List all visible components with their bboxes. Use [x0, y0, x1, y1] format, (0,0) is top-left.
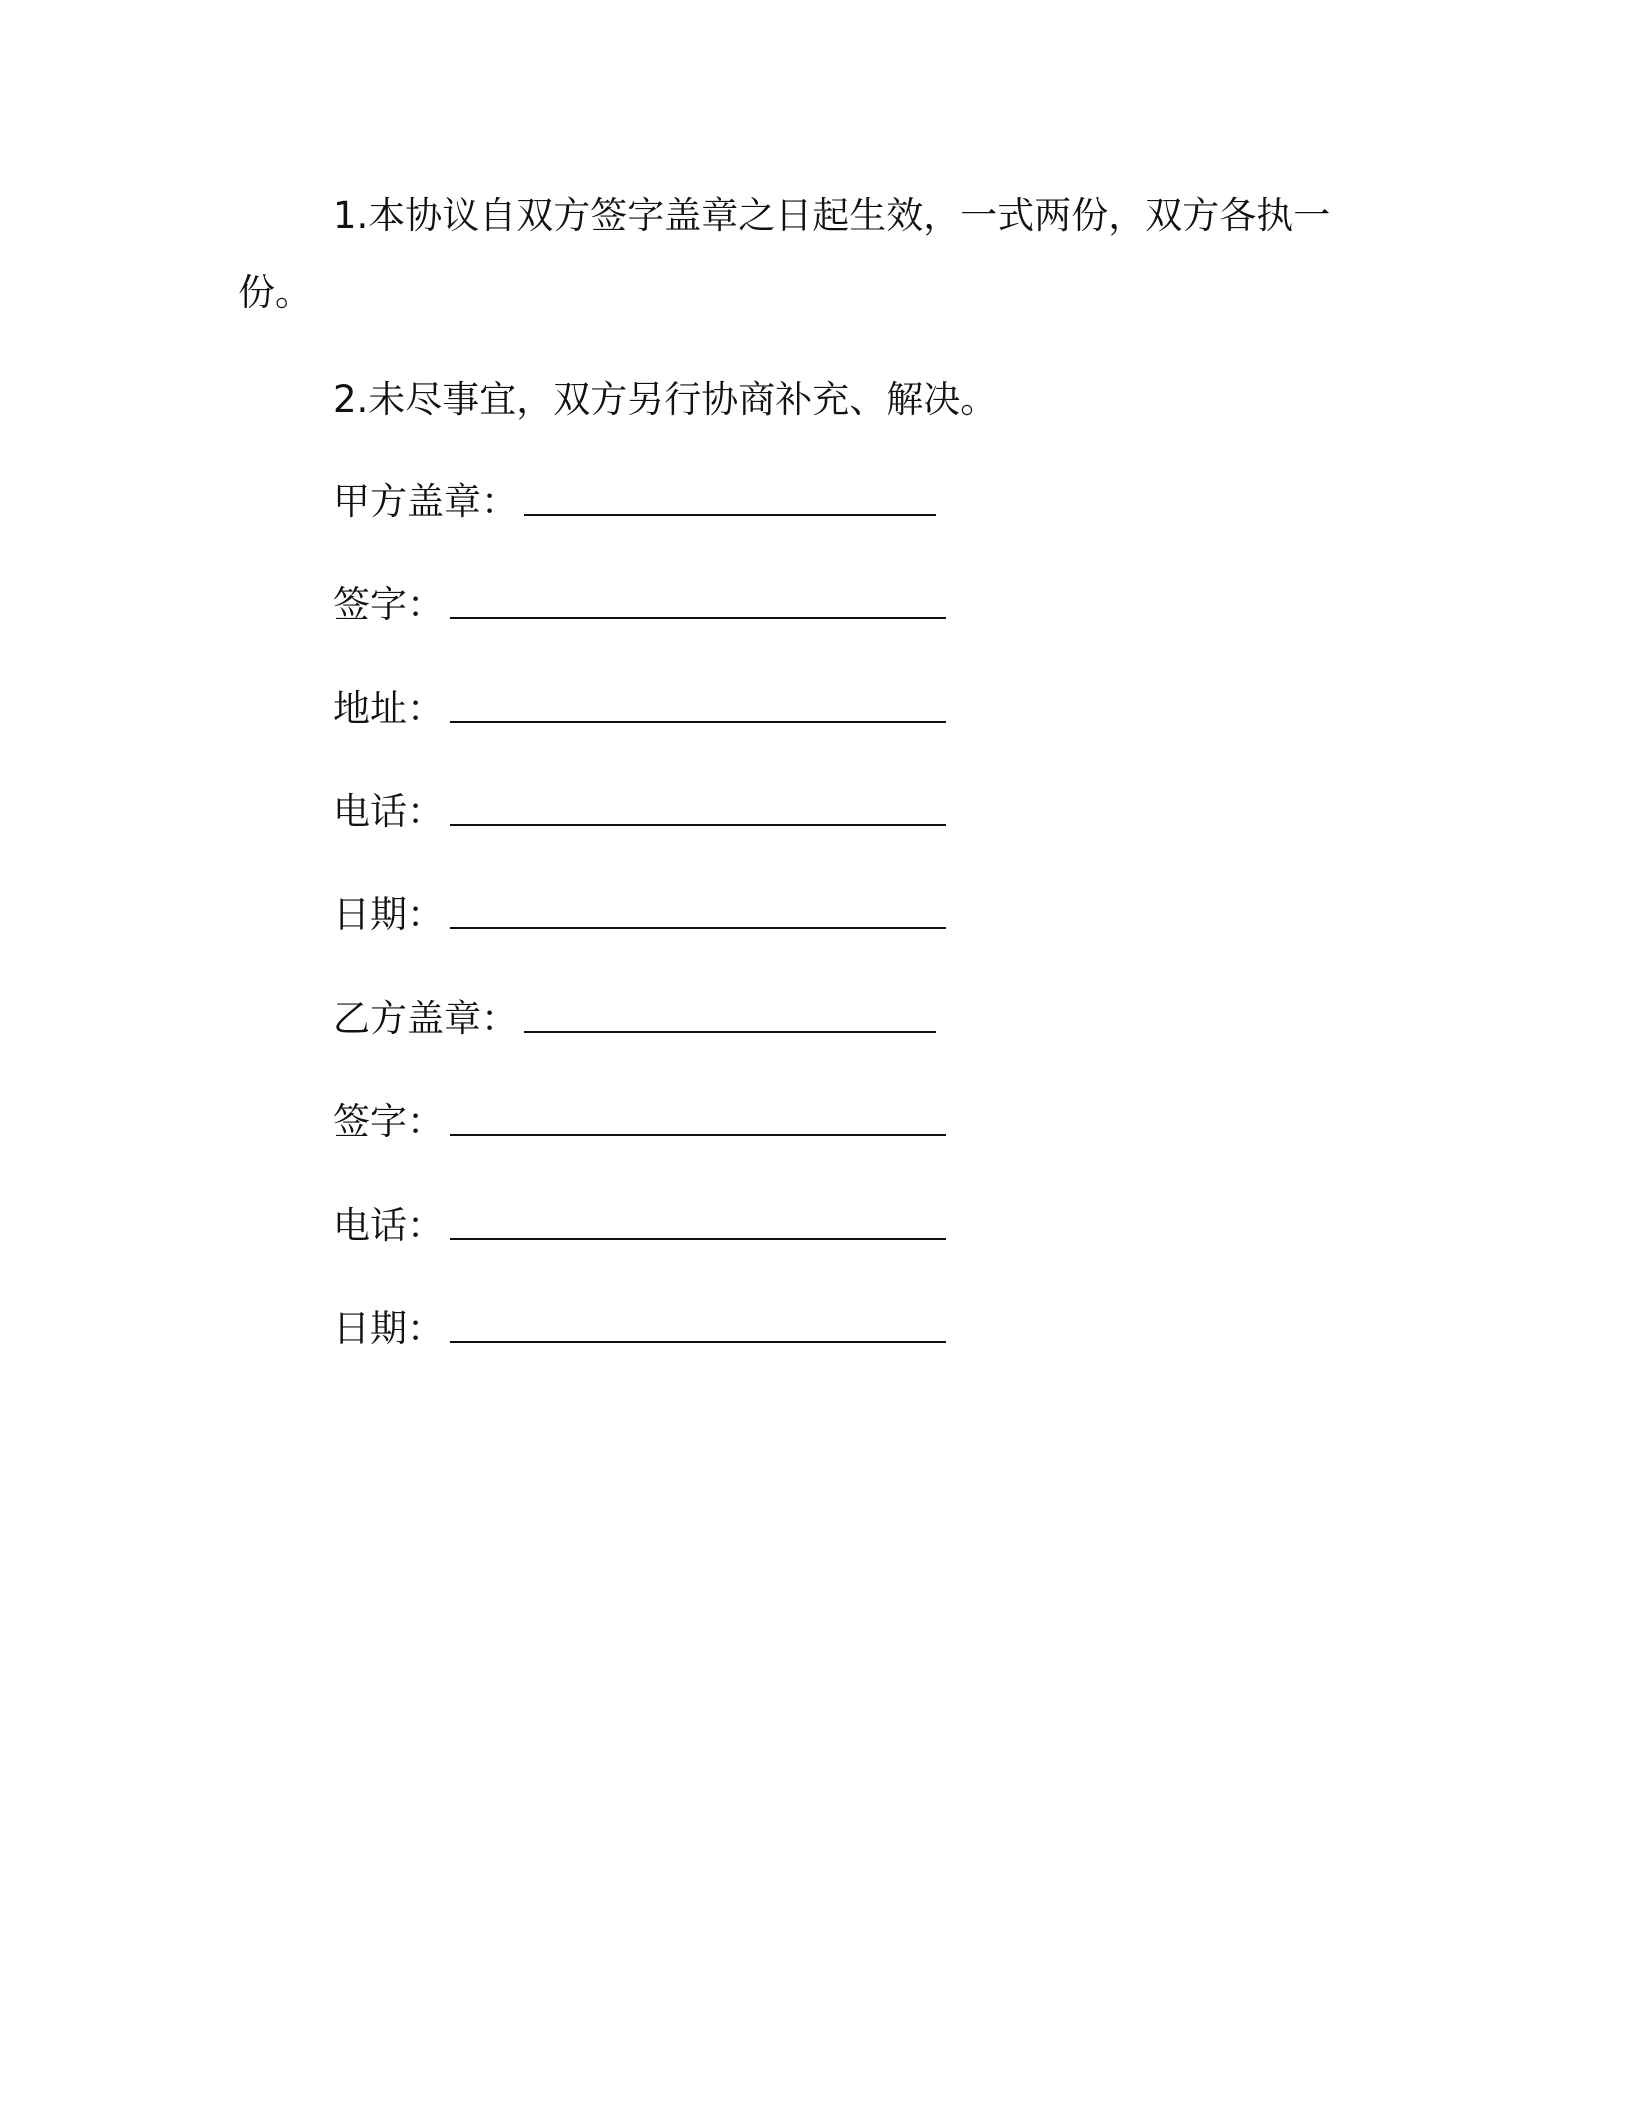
party-b-signature-blank-line: [450, 1134, 946, 1136]
party-b-phone-field: [333, 1200, 946, 1247]
party-a-seal-field: [333, 476, 936, 523]
party-b-phone-label: 电话：: [333, 1204, 444, 1247]
party-b-seal-label: 乙方盖章：: [333, 997, 518, 1040]
party-b-phone-blank-line: [450, 1238, 946, 1240]
party-a-address-label: 地址：: [333, 687, 444, 730]
clause-1-text: 1.本协议自双方签字盖章之日起生效，一式两份，双方各执一: [333, 194, 1331, 237]
party-a-seal-blank-line: [524, 514, 936, 516]
party-a-phone-label: 电话：: [333, 790, 444, 833]
clause-1-text-continued: 份。: [238, 271, 312, 314]
party-a-date-blank-line: [450, 927, 946, 929]
party-b-date-field: [333, 1303, 946, 1350]
party-a-seal-label: 甲方盖章：: [333, 480, 518, 523]
party-b-seal-blank-line: [524, 1031, 936, 1033]
party-a-address-blank-line: [450, 721, 946, 723]
party-a-phone-field: [333, 786, 946, 833]
party-b-date-blank-line: [450, 1341, 946, 1343]
party-b-signature-field: [333, 1096, 946, 1143]
party-b-seal-field: [333, 993, 936, 1040]
clause-2-text: 2.未尽事宜，双方另行协商补充、解决。: [333, 378, 998, 421]
party-a-date-field: [333, 889, 946, 936]
party-a-signature-blank-line: [450, 617, 946, 619]
party-b-date-label: 日期：: [333, 1307, 444, 1350]
party-a-phone-blank-line: [450, 824, 946, 826]
party-a-date-label: 日期：: [333, 893, 444, 936]
party-a-signature-label: 签字：: [333, 583, 444, 626]
party-a-signature-field: [333, 579, 946, 626]
party-a-address-field: [333, 683, 946, 730]
party-b-signature-label: 签字：: [333, 1100, 444, 1143]
